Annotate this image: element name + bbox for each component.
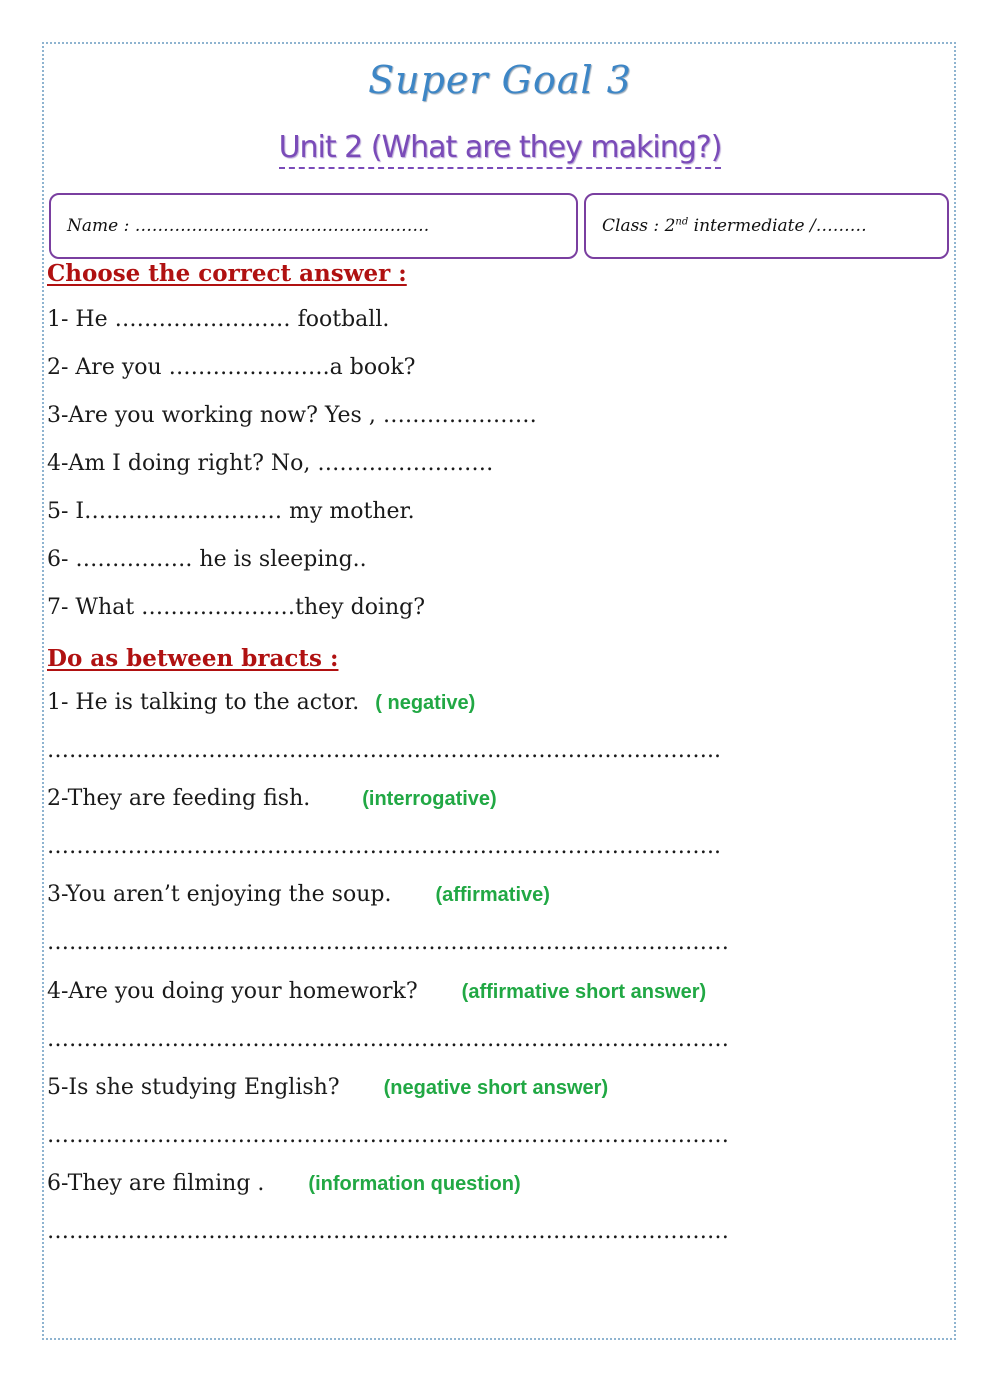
name-label: Name : ……………………………………………. [67, 216, 430, 236]
answer-line[interactable]: ………………………………………………………………………………… [47, 1027, 729, 1052]
choose-question[interactable]: 5- I……………………… my mother. [47, 499, 415, 524]
section-heading-choose: Choose the correct answer : [47, 260, 407, 287]
answer-line[interactable]: ………………………………………………………………………………… [47, 1219, 729, 1244]
transform-question [47, 1171, 521, 1196]
transform-question-text: 3-You aren’t enjoying the soup. [47, 882, 392, 907]
choose-question[interactable]: 1- He …………………… football. [47, 307, 390, 332]
answer-line[interactable]: ………………………………………………………………………………… [47, 930, 729, 955]
class-label: Class : 2nd intermediate /……… [602, 216, 867, 236]
transform-question [47, 882, 550, 907]
transform-question-text: 4-Are you doing your homework? [47, 979, 418, 1004]
section-heading-transform: Do as between bracts : [47, 645, 339, 672]
transform-question-text: 5-Is she studying English? [47, 1075, 340, 1100]
answer-line[interactable]: ………………………………………………………………………………… [47, 1123, 729, 1148]
transform-hint: (affirmative) [435, 884, 550, 906]
answer-line[interactable]: ……………………………………………………………………………….. [47, 834, 721, 859]
choose-question[interactable]: 6- ……………. he is sleeping.. [47, 547, 367, 572]
transform-hint: ( negative) [375, 692, 476, 714]
unit-subtitle-text: Unit 2 (What are they making?) [279, 130, 722, 169]
unit-subtitle [0, 130, 1000, 165]
transform-hint: (negative short answer) [383, 1077, 609, 1099]
transform-question [47, 786, 497, 811]
transform-hint: (affirmative short answer) [461, 981, 707, 1003]
transform-question-text: 6-They are filming . [47, 1171, 265, 1196]
transform-question-text: 1- He is talking to the actor. [47, 690, 360, 715]
choose-question[interactable]: 7- What …………………they doing? [47, 595, 426, 620]
choose-question[interactable]: 2- Are you ………………….a book? [47, 355, 416, 380]
choose-question[interactable]: 3-Are you working now? Yes , ………………… [47, 403, 537, 428]
choose-question[interactable]: 4-Am I doing right? No, …………………… [47, 451, 494, 476]
answer-line[interactable]: ……………………………………………………………………………….. [47, 738, 721, 763]
class-box[interactable] [584, 193, 949, 259]
transform-question [47, 690, 475, 715]
transform-question [47, 979, 706, 1004]
transform-hint: (information question) [308, 1173, 521, 1195]
worksheet-title: Super Goal 3 [368, 58, 632, 102]
transform-hint: (interrogative) [362, 788, 497, 810]
transform-question-text: 2-They are feeding fish. [47, 786, 311, 811]
name-box[interactable] [49, 193, 578, 259]
transform-question [47, 1075, 608, 1100]
